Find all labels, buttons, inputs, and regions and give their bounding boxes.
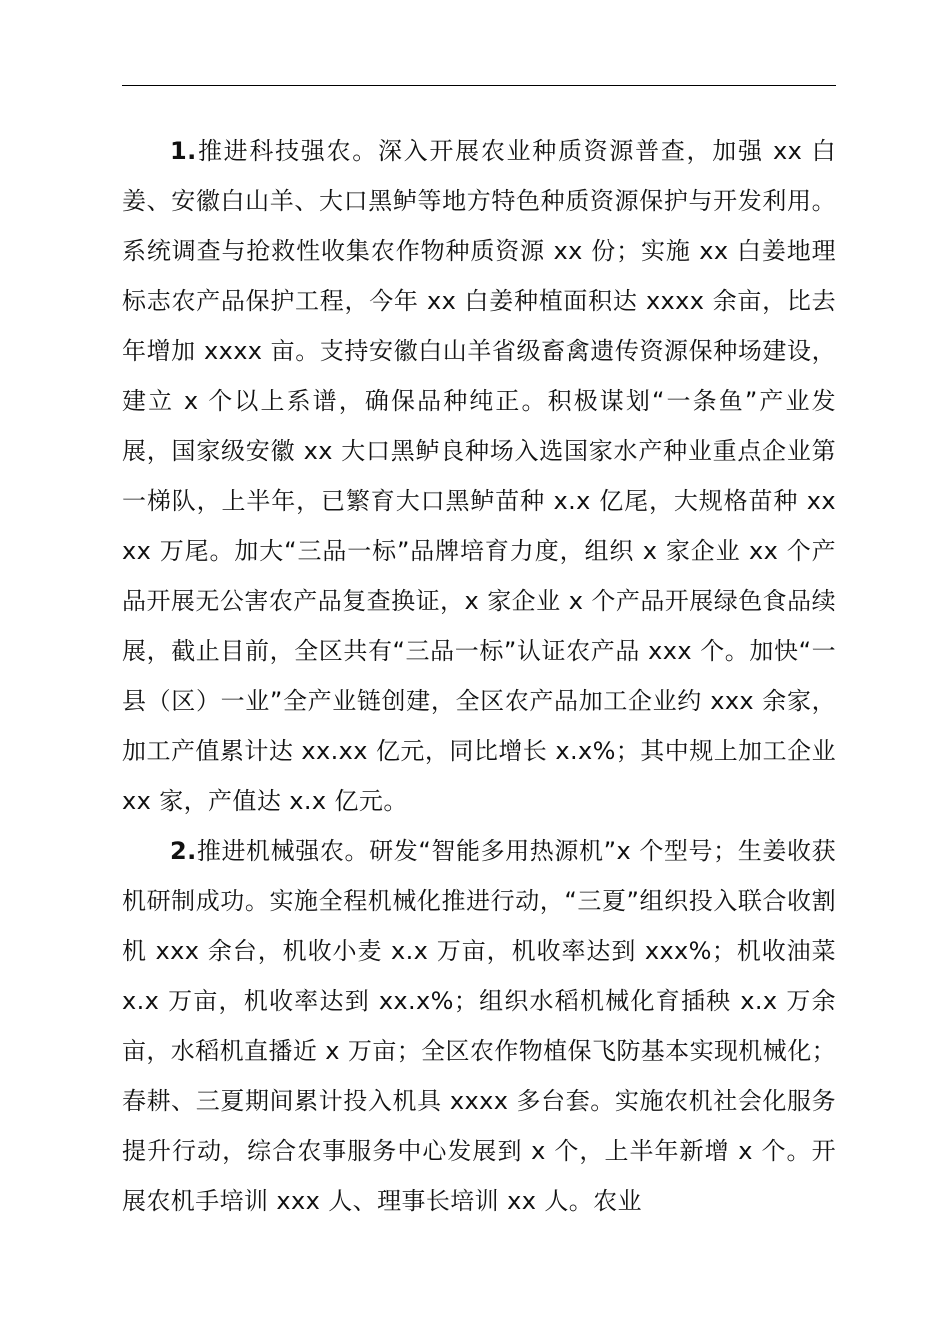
paragraph-text: 推进科技强农。深入开展农业种质资源普查，加强 xx 白姜、安徽白山羊、大口黑鲈等地方特色种质资源保护与开发利用。系统调查与抢救性收集农作物种质资源 xx 份；实施 xx 白姜地理标志农产品保护工程，今年 xx 白姜种植面积达 xxxx 余亩，比去年增加 xxxx 亩。支持安徽白山羊省级畜禽遗传资源保种场建设，建立 x 个以上系谱，确保品种纯正。积极谋划“一条鱼”产业发展，国家级安徽 xx 大口黑鲈良种场入选国家水产种业重点企业第一梯队，上半年，已繁育大口黑鲈苗种 x.x 亿尾，大规格苗种 xxxx 万尾。加大“三品一标”品牌培育力度，组织 x 家企业 xx 个产品开展无公害农产品复查换证，x 家企业 x 个产品开展绿色食品续展，截止目前，全区共有“三品一标”认证农产品 xxx 个。加快“一县（区）一业”全产业链创建，全区农产品加工企业约 xxx 余家，加工产值累计达 xx.xx 亿元，同比增长 x.x%；其中规上加工企业 xx 家，产值达 x.x 亿元。 (122, 137, 836, 815)
paragraph-number: 2. (170, 837, 197, 865)
header-rule (122, 85, 836, 86)
paragraph-text: 推进机械强农。研发“智能多用热源机”x 个型号；生姜收获机研制成功。实施全程机械化推进行动，“三夏”组织投入联合收割机 xxx 余台，机收小麦 x.x 万亩，机收率达到 xxx%；机收油菜 x.x 万亩，机收率达到 xx.x%；组织水稻机械化育插秧 x.x 万余亩，水稻机直播近 x 万亩；全区农作物植保飞防基本实现机械化；春耕、三夏期间累计投入机具 xxxx 多台套。实施农机社会化服务提升行动，综合农事服务中心发展到 x 个，上半年新增 x 个。开展农机手培训 xxx 人、理事长培训 xx 人。农业 (122, 837, 836, 1215)
paragraph-machinery-agriculture (122, 826, 836, 1226)
paragraph-number: 1. (170, 137, 197, 165)
document-body (122, 126, 836, 1226)
paragraph-tech-agriculture (122, 126, 836, 826)
